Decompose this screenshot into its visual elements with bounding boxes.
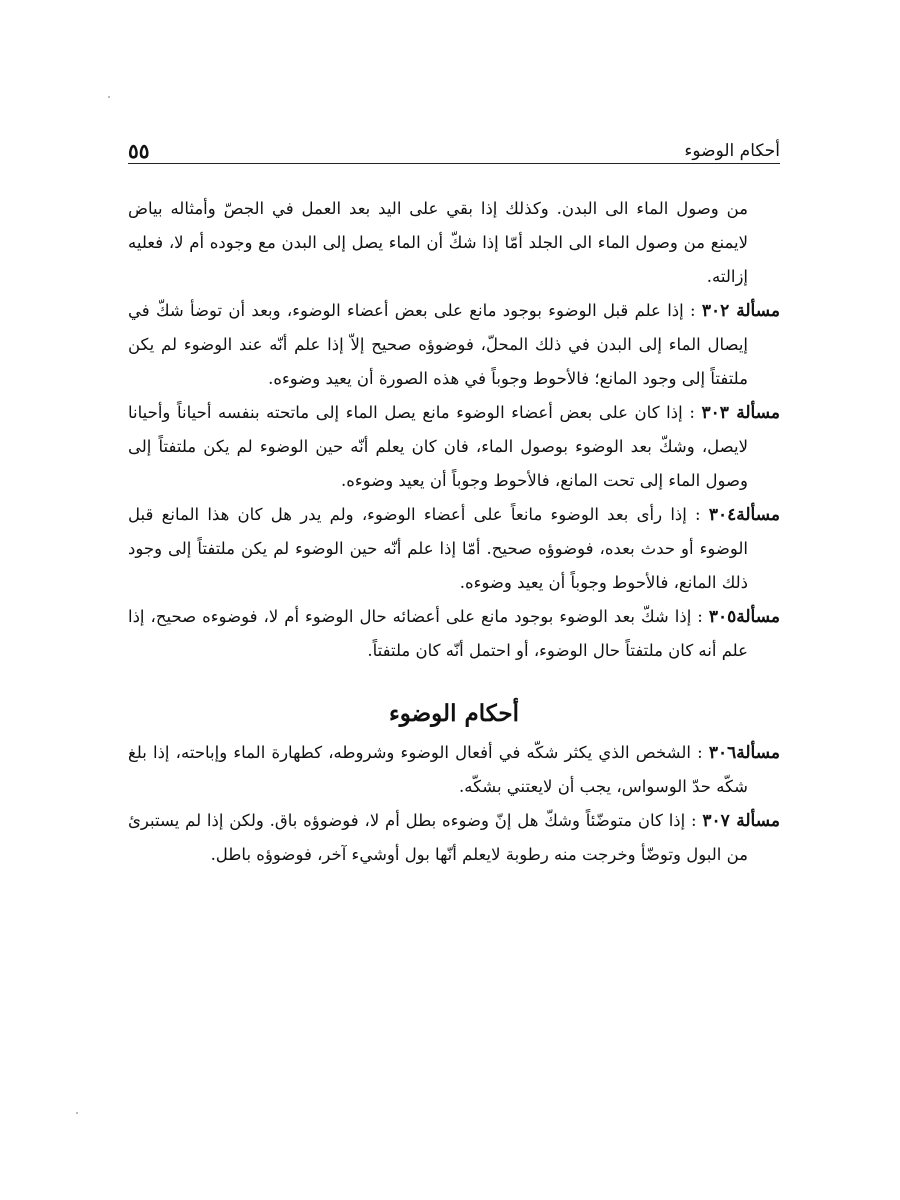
issue-label: مسألة٣٠٤ [708,505,780,525]
issue-text: : إذا رأى بعد الوضوء مانعاً على أعضاء الوضوء، ولم يدر هل كان هذا المانع قبل الوضوء أو حدث بعده، فوضوؤه صحيح. أمّا إذا علم أنّه حين الوضوء لم يكن ملتفتاً إلى وجود ذلك المانع، فالأحوط وجوباً أن يعيد وضوءه. [128,505,748,592]
page-number: ٥٥ [128,139,150,163]
issue-label: مسألة٣٠٦ [708,743,780,763]
issue-text: : إذا علم قبل الوضوء بوجود مانع على بعض أعضاء الوضوء، وبعد أن توضأ شكّ في إيصال الماء إلى البدن في ذلك المحلّ، فوضوؤه صحيح إلاّ إذا علم أنّه عند الوضوء لم يكن ملتفتاً إلى وجود المانع؛ فالأحوط وجوباً في هذه الصورة أن يعيد وضوءه. [128,301,748,388]
issue-307 [128,804,780,872]
section-heading: أحكام الوضوء [388,700,520,727]
issue-text: : إذا كان على بعض أعضاء الوضوء مانع يصل الماء إلى ماتحته بنفسه أحياناً وأحيانا لايصل، وشكّ بعد الوضوء بوصول الماء، فان كان يعلم أنّه حين الوضوء لم يكن ملتفتاً إلى وصول الماء إلى تحت المانع، فالأحوط وجوباً أن يعيد وضوءه. [128,403,748,490]
issue-label: مسألة ٣٠٧ [702,811,780,831]
issue-label: مسألة ٣٠٢ [701,301,780,321]
issue-text: : الشخص الذي يكثر شكّه في أفعال الوضوء وشروطه، كطهارة الماء وإباحته، إذا بلغ شكّه حدّ الوسواس، يجب أن لايعتني بشكّه. [128,743,748,796]
header-divider [128,163,780,164]
issue-306 [128,736,780,804]
issue-304 [128,498,780,600]
issue-303 [128,396,780,498]
issue-label: مسألة ٣٠٣ [701,403,780,423]
issue-305 [128,600,780,668]
scan-speck [108,96,110,98]
issue-text: : إذا كان متوضّئاً وشكّ هل إنّ وضوءه بطل أم لا، فوضوؤه باق. ولكن إذا لم يستبرئ من البول وتوضّأ وخرجت منه رطوبة لايعلم أنّها بول أوشيء آخر، فوضوؤه باطل. [128,811,748,864]
continued-paragraph: من وصول الماء الى البدن. وكذلك إذا بقي على اليد بعد العمل في الجصّ وأمثاله بياض لايمنع من وصول الماء الى الجلد أمّا إذا شكّ أن الماء يصل إلى البدن مع وجوده أم لا، فعليه إزالته. [128,199,748,286]
issue-302 [128,294,780,396]
issue-label: مسألة٣٠٥ [708,607,780,627]
scan-speck [76,1112,78,1114]
issue-text: : إذا شكّ بعد الوضوء بوجود مانع على أعضائه حال الوضوء أم لا، فوضوءه صحيح، إذا علم أنه كان ملتفتاً حال الوضوء، أو احتمل أنّه كان ملتفتاً. [128,607,748,660]
page-body [128,192,780,872]
running-title: أحكام الوضوء [684,141,780,161]
